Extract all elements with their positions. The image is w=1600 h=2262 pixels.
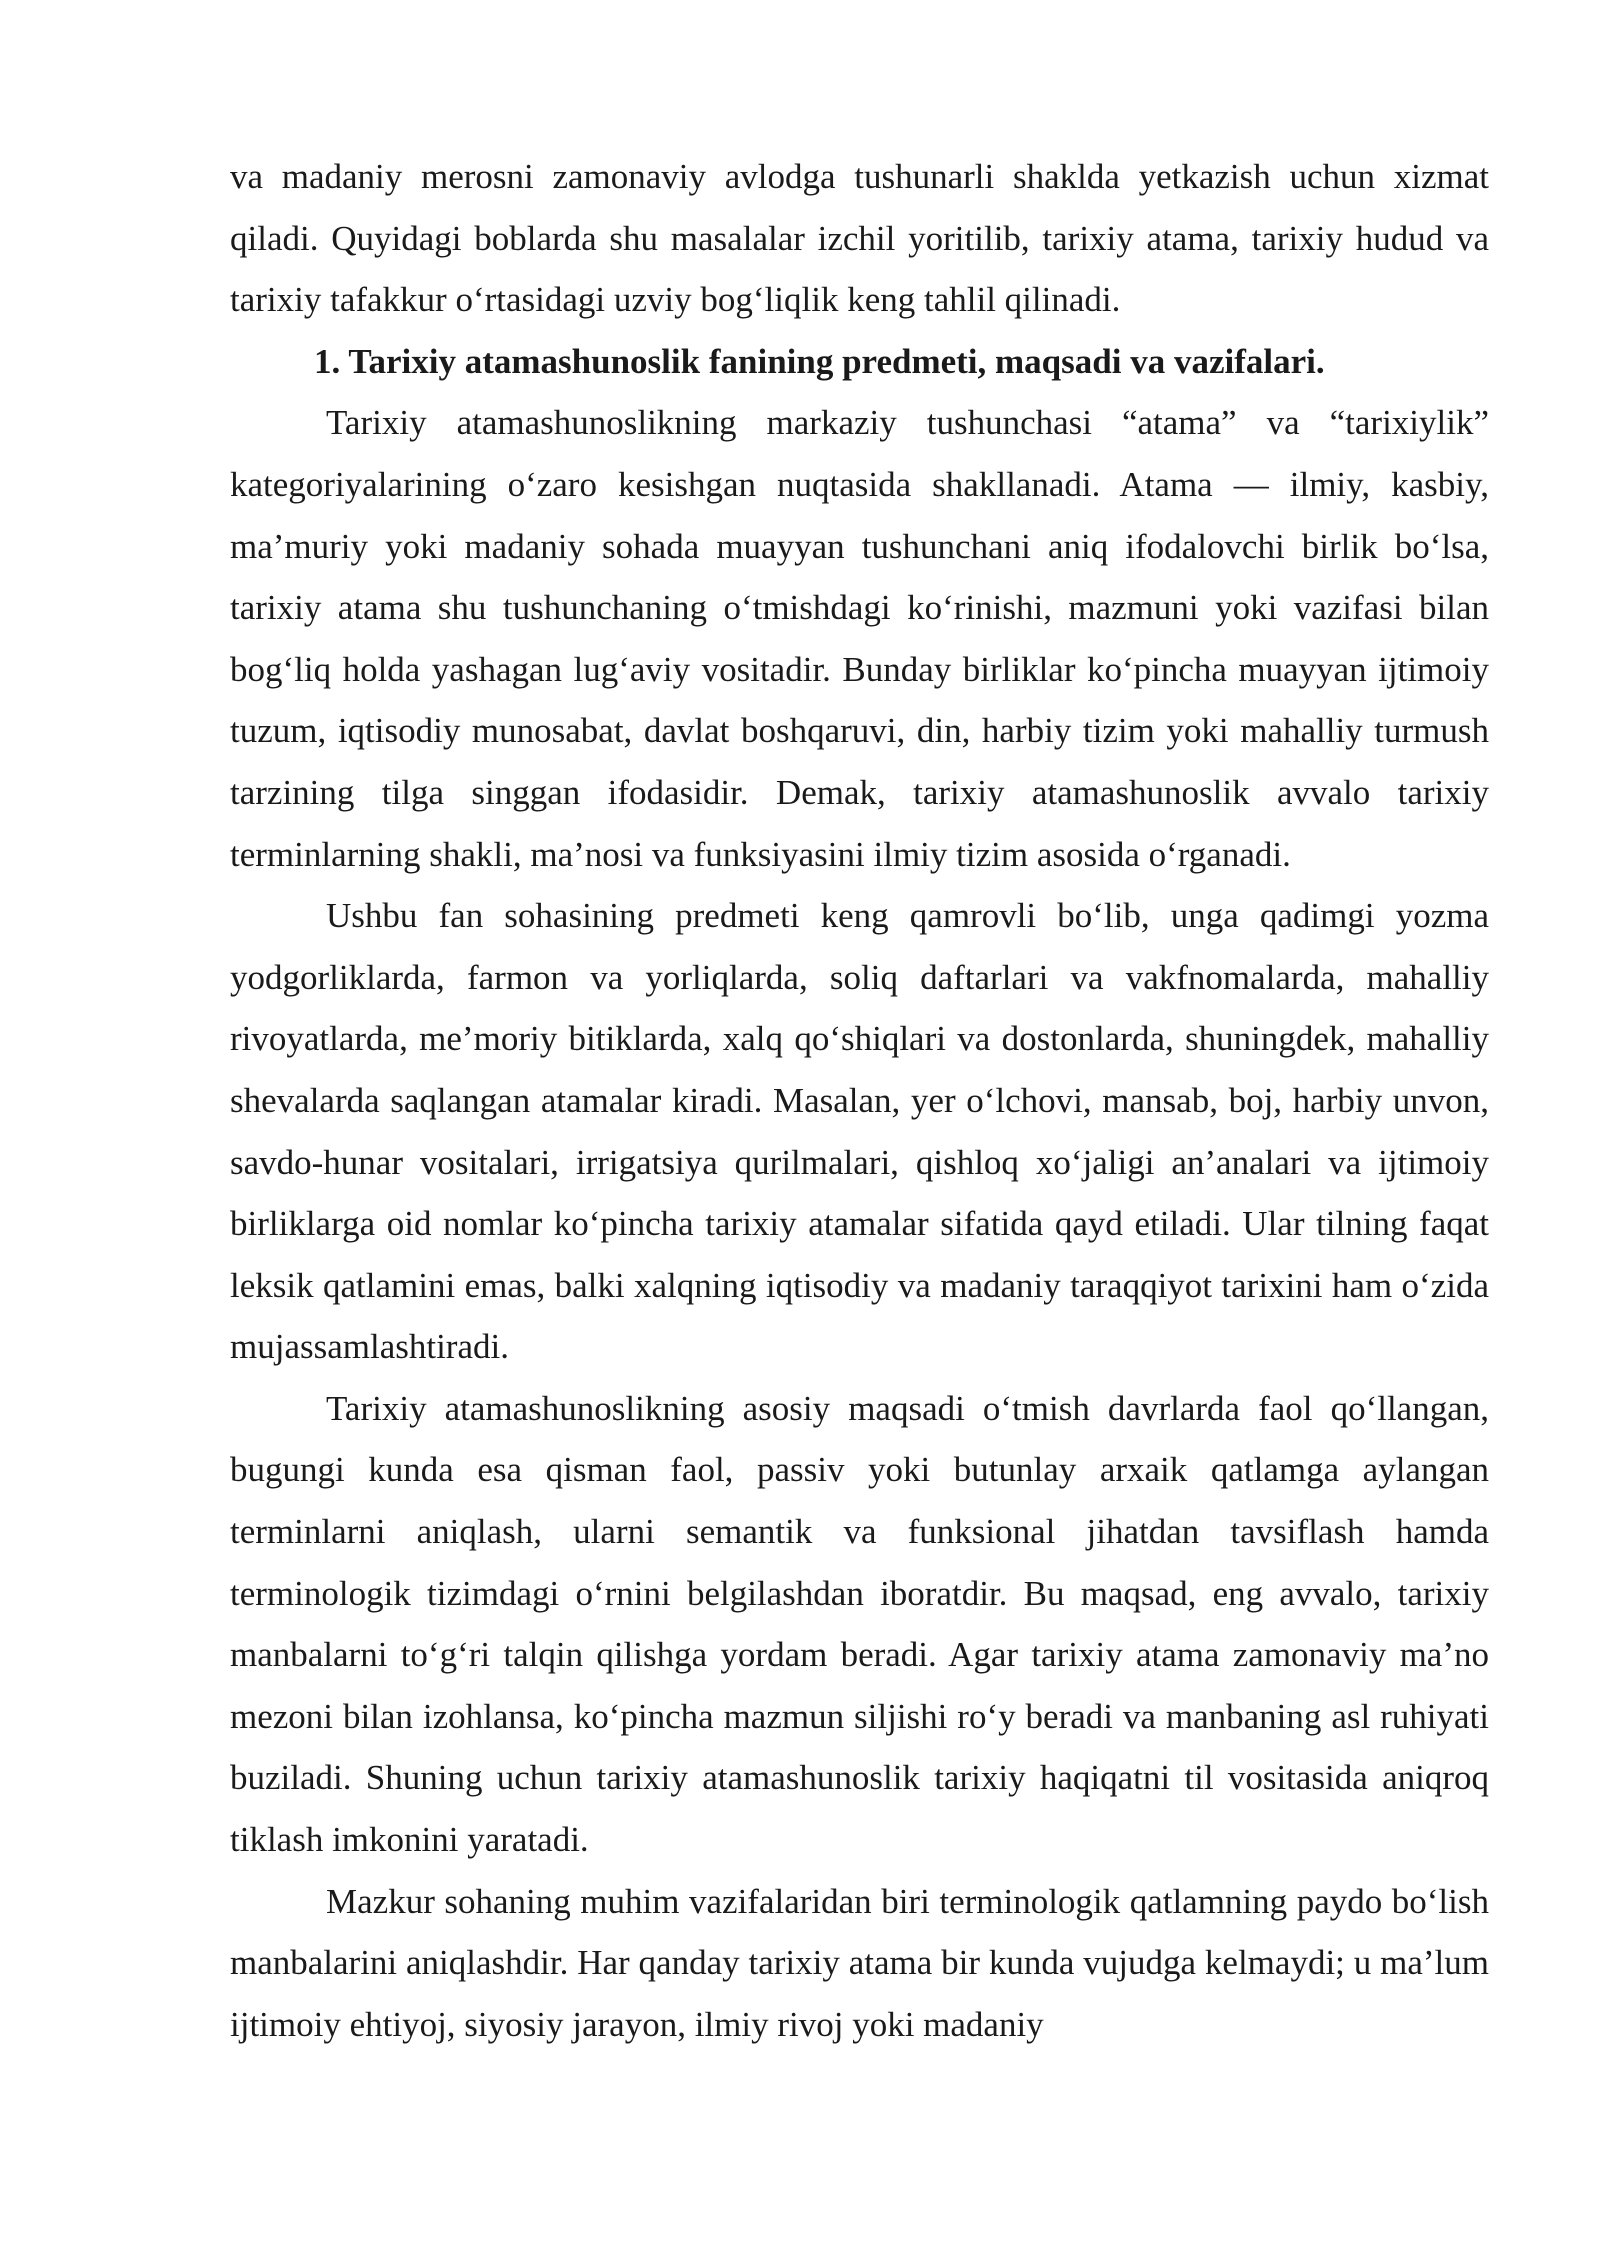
intro-paragraph: va madaniy merosni zamonaviy avlodga tushunarli shaklda yetkazish uchun xizmat qiladi. Quyidagi boblarda shu masalalar izchil yoritilib, tarixiy atama, tarixiy hudud va tarixiy tafakkur o‘rtasidagi uzviy bog‘liqlik keng tahlil qilinadi. bbox=[230, 157, 1489, 320]
paragraph-predmet: Ushbu fan sohasining predmeti keng qamrovli bo‘lib, unga qadimgi yozma yodgorliklarda, farmon va yorliqlarda, soliq daftarlari va vakfnomalarda, mahalliy rivoyatlarda, me’moriy bitiklarda, xalq qo‘shiqlari va dostonlarda, shuningdek, mahalliy shevalarda saqlangan atamalar kiradi. Masalan, yer o‘lchovi, mansab, boj, harbiy unvon, savdo-hunar vositalari, irrigatsiya qurilmalari, qishloq xo‘jaligi an’analari va ijtimoiy birliklarga oid nomlar ko‘pincha tarixiy atamalar sifatida qayd etiladi. Ular tilning faqat leksik qatlamini emas, balki xalqning iqtisodiy va madaniy taraqqiyot tarixini ham o‘zida mujassamlashtiradi. bbox=[230, 896, 1489, 1367]
paragraph-maqsad: Tarixiy atamashunoslikning asosiy maqsadi o‘tmish davrlarda faol qo‘llangan, bugungi kunda esa qisman faol, passiv yoki butunlay arxaik qatlamga aylangan terminlarni aniqlash, ularni semantik va funksional jihatdan tavsiflash hamda terminologik tizimdagi o‘rnini belgilashdan iboratdir. Bu maqsad, eng avvalo, tarixiy manbalarni to‘g‘ri talqin qilishga yordam beradi. Agar tarixiy atama zamonaviy ma’no mezoni bilan izohlansa, ko‘pincha mazmun siljishi ro‘y beradi va manbaning asl ruhiyati buziladi. Shuning uchun tarixiy atamashunoslik tarixiy haqiqatni til vositasida aniqroq tiklash imkonini yaratadi. bbox=[230, 1388, 1489, 1860]
paragraph-atama-definition: Tarixiy atamashunoslikning markaziy tushunchasi “atama” va “tarixiylik” kategoriyalarining o‘zaro kesishgan nuqtasida shakllanadi. Atama — ilmiy, kasbiy, ma’muriy yoki madaniy sohada muayyan tushunchani aniq ifodalovchi birlik bo‘lsa, tarixiy atama shu tushunchaning o‘tmishdagi ko‘rinishi, mazmuni yoki vazifasi bilan bog‘liq holda yashagan lug‘aviy vositadir. Bunday birliklar ko‘pincha muayyan ijtimoiy tuzum, iqtisodiy munosabat, davlat boshqaruvi, din, harbiy tizim yoki mahalliy turmush tarzining tilga singgan ifodasidir. Demak, tarixiy atamashunoslik avvalo tarixiy terminlarning shakli, ma’nosi va funksiyasini ilmiy tizim asosida o‘rganadi. bbox=[230, 403, 1489, 874]
section-heading: 1. Tarixiy atamashunoslik fanining predmeti, maqsadi va vazifalari. bbox=[314, 341, 1325, 381]
paragraph-vazifalar: Mazkur sohaning muhim vazifalaridan biri terminologik qatlamning paydo bo‘lish manbalarini aniqlashdir. Har qanday tarixiy atama bir kunda vujudga kelmaydi; u ma’lum ijtimoiy ehtiyoj, siyosiy jarayon, ilmiy rivoj yoki madaniy bbox=[230, 1881, 1489, 2044]
document-page bbox=[230, 146, 1489, 2055]
